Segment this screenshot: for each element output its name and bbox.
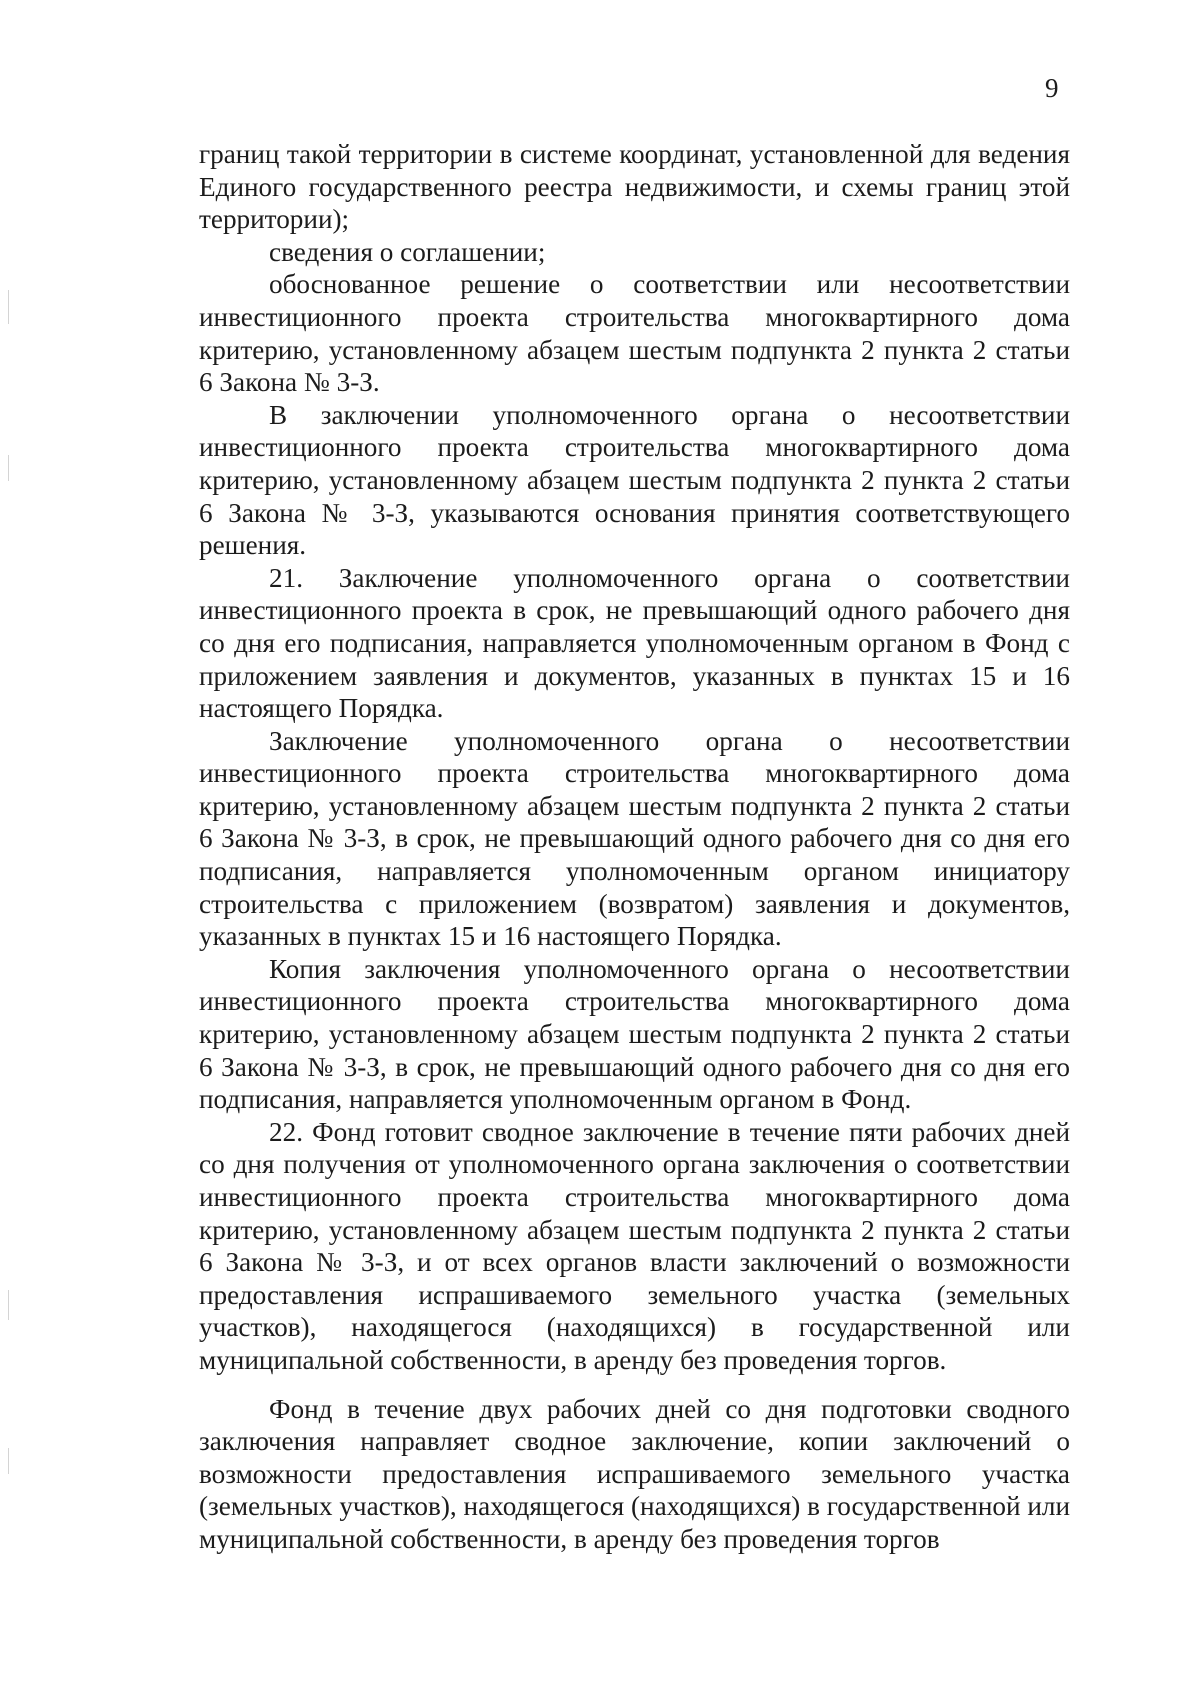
scan-edge-mark xyxy=(8,290,9,324)
paragraph-agreement-info: сведения о соглашении; xyxy=(269,236,546,267)
scan-edge-mark xyxy=(8,455,9,481)
document-body xyxy=(199,138,1070,1556)
paragraph-justified-decision: обоснованное решение о соответствии или несоответствии инвестиционного проекта строительства многоквартирного дома критерию, установленному абзацем шестым подпункта 2 пункта 2 статьи 6 Закона № 3-З. xyxy=(199,269,1070,398)
page-number: 9 xyxy=(1045,73,1059,103)
paragraph-continuation: границ такой территории в системе координат, установленной для ведения Единого государственного реестра недвижимости, и схемы границ этой территории); xyxy=(199,139,1070,235)
paragraph-clause-21: 21. Заключение уполномоченного органа о соответствии инвестиционного проекта в срок, не превышающий одного рабочего дня со дня его подписания, направляется уполномоченным органом в Фонд с приложением заявления и документов, указанных в пунктах 15 и 16 настоящего Порядка. xyxy=(199,562,1070,724)
paragraph-noncompliance-return: Заключение уполномоченного органа о несоответствии инвестиционного проекта строительства многоквартирного дома критерию, установленному абзацем шестым подпункта 2 пункта 2 статьи 6 Закона № 3-З, в срок, не превышающий одного рабочего дня со дня его подписания, направляется уполномоченным органом инициатору строительства с приложением (возвратом) заявления и документов, указанных в пунктах 15 и 16 настоящего Порядка. xyxy=(199,725,1070,952)
scan-edge-mark xyxy=(8,1290,9,1320)
paragraph-fund-summary: Фонд в течение двух рабочих дней со дня подготовки сводного заключения направляет сводное заключение, копии заключений о возможности предоставления испрашиваемого земельного участка (земельных участков), находящегося (находящихся) в государственной или муниципальной собственности, в аренду без проведения торгов xyxy=(199,1393,1070,1554)
paragraph-noncompliance-grounds: В заключении уполномоченного органа о несоответствии инвестиционного проекта строительства многоквартирного дома критерию, установленному абзацем шестым подпункта 2 пункта 2 статьи 6 Закона № 3-З, указываются основания принятия соответствующего решения. xyxy=(199,399,1070,561)
paragraph-clause-22: 22. Фонд готовит сводное заключение в течение пяти рабочих дней со дня получения от уполномоченного органа заключения о соответствии инвестиционного проекта строительства многоквартирного дома критерию, установленному абзацем шестым подпункта 2 пункта 2 статьи 6 Закона № 3-З, и от всех органов власти заключений о возможности предоставления испрашиваемого земельного участка (земельных участков), находящегося (находящихся) в государственной или муниципальной собственности, в аренду без проведения торгов. xyxy=(199,1116,1070,1375)
paragraph-conclusion-copy: Копия заключения уполномоченного органа о несоответствии инвестиционного проекта строительства многоквартирного дома критерию, установленному абзацем шестым подпункта 2 пункта 2 статьи 6 Закона № 3-З, в срок, не превышающий одного рабочего дня со дня его подписания, направляется уполномоченным органом в Фонд. xyxy=(199,953,1070,1115)
scan-edge-mark xyxy=(8,1448,9,1474)
